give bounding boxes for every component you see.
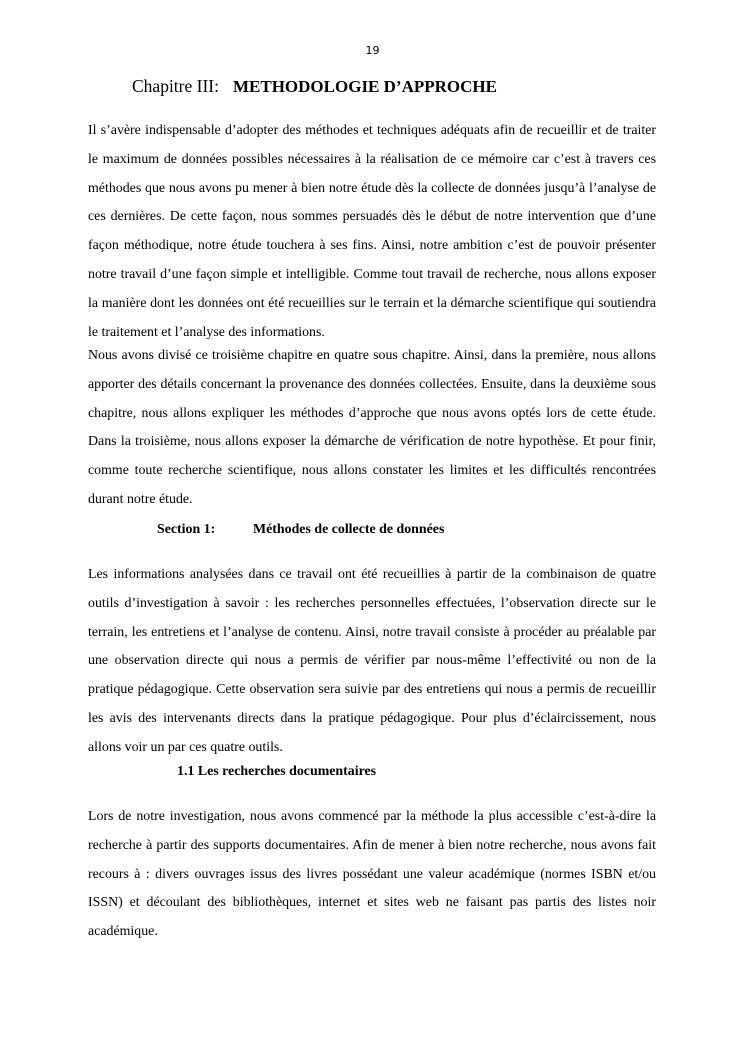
paragraph-documentary-research: Lors de notre investigation, nous avons commencé par la méthode la plus accessible c’est-à-dire la recherche à partir des supports documentaires. Afin de mener à bien notre recherche, nous avons fait recours à : divers ouvrages issus des livres possédant une valeur académique (normes ISBN et/ou ISSN) et découlant des bibliothèques, internet et sites web ne faisant pas partis des listes noir académique. <box>88 809 656 940</box>
paragraph-chapter-plan: Nous avons divisé ce troisième chapitre en quatre sous chapitre. Ainsi, dans la première, nous allons apporter des détails concernant la provenance des données collectées. Ensuite, dans la deuxième sous chapitre, nous allons expliquer les méthodes d’approche que nous avons optés lors de cette étude. Dans la troisième, nous allons exposer la démarche de vérification de notre hypothèse. Et pour finir, comme toute recherche scientifique, nous allons constater les limites et les difficultés rencontrées durant notre étude. <box>88 348 656 507</box>
paragraph-intro: Il s’avère indispensable d’adopter des méthodes et techniques adéquats afin de recueillir et de traiter le maximum de données possibles nécessaires à la réalisation de ce mémoire car c’est à travers ces méthodes que nous avons pu mener à bien notre étude dès la collecte de données jusqu’à l’analyse de ces dernières. De cette façon, nous sommes persuadés dès le début de notre intervention que d’une façon méthodique, notre étude touchera à ses fins. Ainsi, notre ambition c’est de pouvoir présenter notre travail d’une façon simple et intelligible. Comme tout travail de recherche, nous allons exposer la manière dont les données ont été recueillies sur le terrain et la démarche scientifique qui soutiendra le traitement et l’analyse des informations. <box>88 123 656 340</box>
paragraph-data-collection: Les informations analysées dans ce travail ont été recueillies à partir de la combinaison de quatre outils d’investigation à savoir : les recherches personnelles effectuées, l’observation directe sur le terrain, les entretiens et l’analyse de contenu. Ainsi, notre travail consiste à procéder au préalable par une observation directe qui nous a permis de vérifier par nous-même l’effectivité ou non de la pratique pédagogique. Cette observation sera suivie par des entretiens qui nous a permis de recueillir les avis des intervenants directs dans la pratique pédagogique. Pour plus d’éclaircissement, nous allons voir un par ces quatre outils. <box>88 567 656 755</box>
section-heading <box>157 522 444 538</box>
page-number: 19 <box>365 44 380 57</box>
section-title: Méthodes de collecte de données <box>253 522 445 537</box>
section-number: Section 1: <box>157 522 216 537</box>
chapter-label: Chapitre III: <box>132 76 219 96</box>
chapter-heading <box>132 76 497 97</box>
chapter-title: METHODOLOGIE D’APPROCHE <box>232 77 497 96</box>
subsection-heading: 1.1 Les recherches documentaires <box>177 764 377 779</box>
